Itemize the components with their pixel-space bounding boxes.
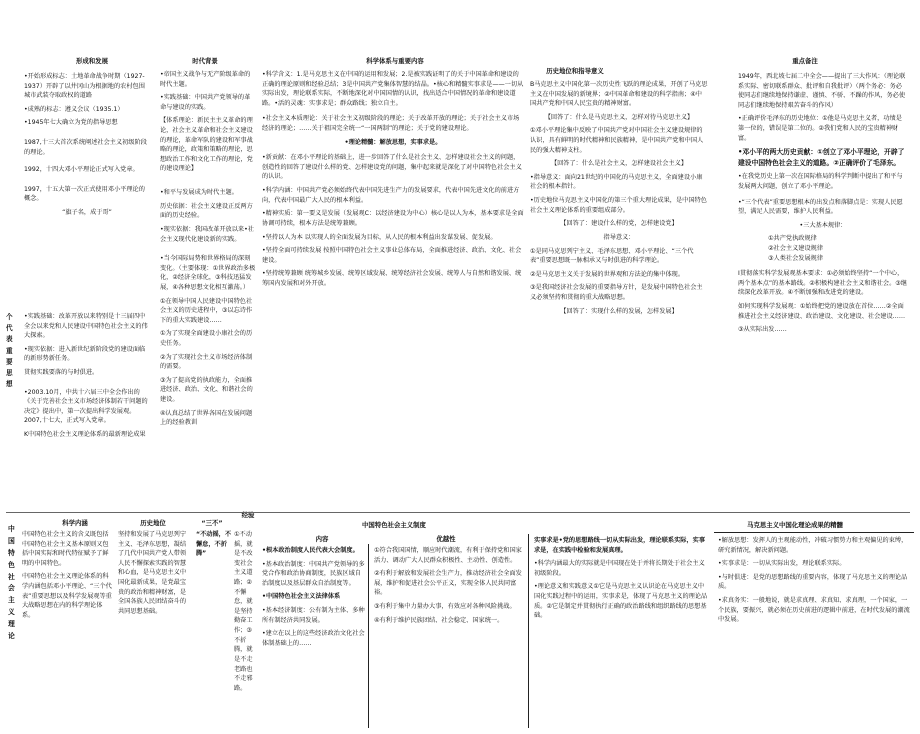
col2-p6: •现实依据：我国改革开放以来•社会主义现代化建设新的实践。	[160, 225, 254, 243]
col5-p6: •三大基本规律：	[799, 221, 847, 229]
bottom-h2: 历史地位	[140, 519, 166, 527]
col2-p7: •当今国际局势和世界格局的深刻变化。（主要体现：①世界政治多极化，②经济全球化，③科技迅猛发展，④各种思想文化相互激荡。）	[160, 255, 256, 291]
col3-p9: •坚持统筹兼顾 统筹城乡发展、统筹区域发展、统筹经济社会发展、统筹人与自然和谐发展、统筹国内发展和对外开放。	[262, 270, 522, 287]
col5-p7: ①共产党执政规律	[768, 235, 817, 243]
col4-p7: 【回答了：建设什么样的党，怎样建设党】	[560, 220, 678, 228]
col1-side-vertical: 个代表重要思想	[6, 313, 13, 389]
col2-p12: ④认真总结了世界各国在发展问题上的经验教训	[160, 409, 253, 427]
col4-p5: •指导意义：面向21世纪的中国化的马克思主义，全面建设小康社会的根本指针。	[530, 173, 703, 191]
col3-p1: •科学含义：1.是马克思主义在中国的运用和发展；2.是被实践证明了的关于中国革命和建设的正确的理论原则和经验总结；3是中国共产党集体智慧的结晶。•核心和精髓实事求是——一切从实际出发，理论联系实际，不断地深化对中国国情的认识，找出适合中国情况的革命和建设道路。•活的灵魂：实事求是；群众路线；独立自主。	[262, 71, 524, 107]
col1-p9: •现实依据：进入新世纪新阶段党的建设面临的新形势新任务。	[24, 345, 146, 363]
col1-p8: •实践基础：改革开放以来特别是十三届四中全会以来党和人民建设中国特色社会主义的伟大探索。	[24, 313, 148, 340]
col4-p9: ②是马克思主义关于发展的世界观和方法论的集中体现。	[530, 270, 685, 278]
col4-p4: 【回答了：什么是社会主义，怎样建设社会主义】	[550, 160, 688, 168]
inst-q1: ①符合我国国情，顺应时代潮流，有利于保持党和国家活力、调动广大人民群众积极性、主动性、创造性。	[374, 547, 522, 564]
col4-p10: ③是我国经济社会发展的重要指导方针，是发展中国特色社会主义必须坚持和贯彻的重大战略思想。	[530, 284, 703, 301]
col3-heading: 科学体系与重要内容	[366, 57, 424, 65]
col4-p11: 【回答了：实现什么样的发展，怎样发展】	[560, 307, 678, 315]
col5-p2: •正确评价毛泽东的历史地位：①他是马克思主义者，功绩是第一位的，错误是第二位的。②我们党和人民的宝贵精神财富。	[738, 115, 902, 142]
col5-p12: ③从实际出发……	[738, 326, 787, 334]
col1-p5: 1992，十四大邓小平理论正式写入党章。	[24, 166, 139, 174]
inst-r4: •基本经济制度：公有制为主体、多种所有制经济共同发展。	[262, 607, 365, 624]
seek-truth-box	[534, 536, 708, 625]
institution-advantages	[374, 546, 522, 629]
col2-p1: •帝国主义战争与无产阶级革命的时代主题。	[160, 71, 251, 88]
bottom-a	[22, 530, 112, 624]
inst-r5: •建立在以上的这些经济政治文化社会体制基础上的……	[262, 630, 365, 647]
institution-content	[262, 546, 366, 652]
seek-truth-head: 实事求是•党的思想路线一切从实际出发，理论联系实际，实事求是，在实践中检验和发展真理。	[534, 537, 706, 554]
essence-b1: •解放思想：发挥人的主观能动性，冲破习惯势力和主观偏见的束缚，研究新情况，解决新问题。	[718, 537, 908, 554]
col1-p1: •开始形成标志：土地革命战争时期（1927-1937）开辟了以井冈山为根据地的农村包围城市武装夺取政权的道路	[24, 73, 145, 100]
inst-r3: •中国特色社会主义法律体系	[262, 593, 341, 601]
col5-p4: •在我党历史上第一次在国际格局的科学判断中提出了和平与发展两大问题，创立了邓小平理论。	[738, 173, 903, 190]
inst-q2: ②有利于解放和发展社会生产力，推动经济社会全面发展，维护和促进社会公平正义，实现全体人民共同富裕。	[374, 570, 522, 597]
col3-p7: •坚持以人为本 以实现人的全面发展为目标，从人民的根本利益出发谋发展、促发展。	[262, 233, 497, 241]
col2-p9: ①为了实现全面建设小康社会的历史任务。	[160, 330, 253, 348]
institution-th-advantage: 优越性	[436, 535, 456, 543]
inst-q4: ④有利于维护民族团结、社会稳定、国家统一。	[374, 616, 504, 624]
col2-heading: 时代背景	[192, 57, 218, 65]
col1-p12: K中国特色社会主义理论体系的最新理论成果	[24, 431, 146, 439]
col5-p1: 1949年，西北坡七届二中全会——提出了三大作风：（理论联系实际、密切联系群众、批评和自我批评）（两个务必：务必使同志们继续地保持谦虚、谨慎、不骄、不躁的作风，务必使同志们继续地保持艰苦奋斗的作风）	[738, 73, 906, 109]
bottom-b	[118, 530, 192, 620]
col1-p7: “旗子名，成于哥”	[62, 209, 112, 217]
col4-sub: 指导意义：	[603, 233, 635, 241]
col2-p11: ③为了提高党的执政能力，全面推进经济、政治、文化、和谐社会的建设。	[160, 376, 253, 404]
col5-p3: •邓小平的两大历史贡献：①创立了邓小平理论，开辟了建设中国特色社会主义的道路。②正确评价了毛泽东。	[738, 148, 905, 167]
col3-p4: •新贡献：在邓小平理论的基础上，进一步回答了什么是社会主义、怎样建设社会主义的问题，创造性的回答了建设什么样的党、怎样建设党的问题，集中起来就是深化了对中国特色社会主义的认识。	[262, 154, 522, 181]
col1-top	[24, 72, 150, 222]
bottom-a1: 中国特色社会主义的含义既包括中国特色社会主义基本原则又包括中国实际和时代特征赋予了鲜明的中国特色。	[22, 531, 109, 567]
col4-p2: 【回答了：什么是马克思主义，怎样对待马克思主义】	[544, 113, 694, 121]
col1-p3: •1945年七大确立为党的指导思想	[24, 119, 118, 127]
col3-p8: •坚持全面可持续发展 按照中国特色社会主义事业总体布局，全面推进经济、政治、文化、社会建设。	[262, 247, 522, 264]
col1-heading: 形成和发展	[76, 57, 108, 65]
bottom-c	[196, 530, 232, 563]
essence-b4: •求真务实：一般地说，就是求真理、求真知、求真理，一个国家，一个民族，要振兴，就必须在历史前进的逻辑中前进，在时代发展的潮流中发展。	[718, 597, 910, 624]
col2-p4: •和平与发展成为时代主题。	[160, 189, 238, 197]
inst-r2: •基本政治制度：中国共产党领导的多党合作和政治协商制度，民族区域自治制度以及基层群众自治制度等。	[262, 560, 365, 587]
col4-p8: ①是同马克思列宁主义、毛泽东思想、邓小平理论、“三个代表”重要思想既一脉相承又与时俱进的科学理论。	[530, 247, 694, 265]
bottom-b1: 坚持和发展了马克思列宁主义、毛泽东思想，凝结了几代中国共产党人带领人民不懈探索实践的智慧和心血，是马克思主义中国化最新成果，是党最宝贵的政治和精神财富，是全国各族人民团结奋斗的共同思想基础。	[118, 531, 187, 615]
col1-p4: 1987,十三大首次系统阐述社会主义初级阶段的理论。	[24, 139, 147, 156]
seek-truth-t2: •理论意义和实践意义①它是马克思主义认识论在马克思主义中国化实践过程中的运用，实事求是，体现了马克思主义的理论品质。②它是制定并贯彻执行正确的政治路线和组织路线的思想基础。	[534, 583, 708, 620]
col4-body	[530, 80, 708, 320]
col5-body	[738, 72, 908, 339]
bottom-c2-wrap	[234, 530, 258, 697]
col5-p9: ③人类社会发展规律	[768, 254, 824, 262]
col1-p10: 贯彻实践要落的与时俱进。	[24, 369, 99, 377]
inst-q3: ③有利于集中力量办大事，有效应对各种风险挑战。	[374, 603, 516, 611]
bottom-c1: “不动摇，不懈怠，不折腾”	[196, 531, 232, 558]
col5-p5: •“三个代表”重要思想根本的出发点和落脚点是：实现人民愿望，满足人民需要，维护人民利益。	[738, 198, 903, 216]
inst-r1: •根本政治制度人民代表大会制度。	[262, 547, 359, 554]
col3-body	[262, 70, 524, 293]
col3-p2: •社会主义本质理论：关于社会主义初级阶段的理论；关于改革开放的理论；关于社会主义市场经济的理论；……关于祖国完全统一“一国两制”的理论；关于党的建设理论。	[262, 115, 520, 133]
col3-p5: •科学内涵：中国共产党必须始终代表中国先进生产力的发展要求，代表中国先进文化的前进方向，代表中国最广大人民的根本利益。	[262, 187, 520, 204]
col5-p11: 如何实现科学发展观：①始终把党的建设放在首位……②全面推进社会主义经济建设、政治建设、文化建设、社会建设……	[738, 303, 906, 320]
essence-b3: •与时俱进：是党的思想路线的重要内容，体现了马克思主义的理论品质。	[718, 573, 908, 591]
bottom-h3: “三不”	[201, 519, 223, 527]
col1-p6: 1997，十五大第一次正式使用邓小平理论的概念。	[24, 185, 145, 203]
institution-th-content: 内容	[315, 535, 329, 543]
col2-p5: 历史依据：社会主义建设正反两方面的历史经验。	[160, 202, 253, 220]
institution-heading: 中国特色社会主义制度	[362, 521, 426, 529]
bottom-vertical-title: 中国特色社会主义理论	[8, 525, 15, 641]
col2-p2: •实践基础：中国共产党领导的革命与建设的实践。	[160, 94, 251, 111]
col2-p8: ①在领导中国人民建设中国特色社会主义的历史进程中，③以忘诗作下的重大实践建设……	[160, 297, 253, 324]
col5-p10: I贯彻落实科学发展观基本要求：①必须始终坚持“一个中心，两个基本点”的基本路线。②积极构建社会主义和谐社会。③继续深化改革开放。④不断加强和改进党的建设。	[738, 270, 907, 297]
bottom-h1: 科学内涵	[62, 519, 88, 527]
bottom-c2: ①不动摇，就是不改变社会主义道路；②不懈怠，就是坚持勤奋工作；③不折腾，就是不走老路也不走邪路。	[234, 531, 253, 692]
col1-p11: •2003.10月，中共十六届三中全会作出的《关于完善社会主义市场经济体制若干问题的决定》提出中，第一次提出科学发展观。2007,十七大，正式写入党章。	[24, 388, 148, 425]
bottom-a2: 中国特色社会主义理论体系的科学内涵包括邓小平理论、“三个代表”重要思想以及科学发展观等重大战略思想在内的科学理论体系。	[22, 573, 112, 619]
col2-p3: 【体系理论：新民主主义革命的理论，社会主义革命和社会主义建设的理论，革命军队的建设和军事战略的理论，政策和策略的理论，思想政治工作和文化工作的理论，党的建设理论】	[160, 117, 253, 173]
essence-b2: •实事求是：一切从实际出发，理论联系实际。	[718, 560, 846, 568]
col3-p3: •理论精髓：解放思想，实事求是。	[344, 138, 442, 146]
col3-p6: •精神实质：第一要义是发展（发展观C：以经济建设为中心）核心是以人为本，基本要求是全面协调可持续，根本方法是统筹兼顾。	[262, 210, 524, 227]
col2-body	[160, 70, 256, 432]
essence-heading: 马克思主义中国化理论成果的精髓	[747, 521, 843, 529]
essence-body	[718, 536, 910, 629]
col1-middle	[24, 312, 150, 444]
bottom-h4: 经验	[241, 511, 255, 519]
seek-truth-t1: •科学内涵最大的实际就是中国现在处于并将长期处于社会主义初级阶段。	[534, 560, 705, 577]
col1-p2: •成熟的标志：遵义会议（1935.1）	[24, 105, 124, 113]
col4-heading: 历史地位和指导意义	[546, 67, 604, 75]
col4-p6: •历史地位马克思主义中国化的第三个重大理论成果，是中国特色社会主义理论体系的重要组成部分。	[530, 197, 707, 214]
col5-heading: 重点备注	[792, 57, 818, 65]
col4-p1: B马克思主义中国化第一次历史性飞跃的理论成果，开创了马克思主义在中国发展的新境界；②中国革命和建设的科学指南；④中国共产党和中国人民宝贵的精神财富。	[530, 81, 708, 108]
col5-p8: ②社会主义建设规律	[768, 244, 824, 252]
col4-p3: ①邓小平理论集中反映了中国共产党对中国社会主义建设规律的认识，具有鲜明的时代精神和民族精神，是中国共产党和中国人民的强大精神支柱。	[530, 127, 704, 154]
col2-p10: ②为了实现社会主义市场经济体制的需要。	[160, 353, 253, 371]
